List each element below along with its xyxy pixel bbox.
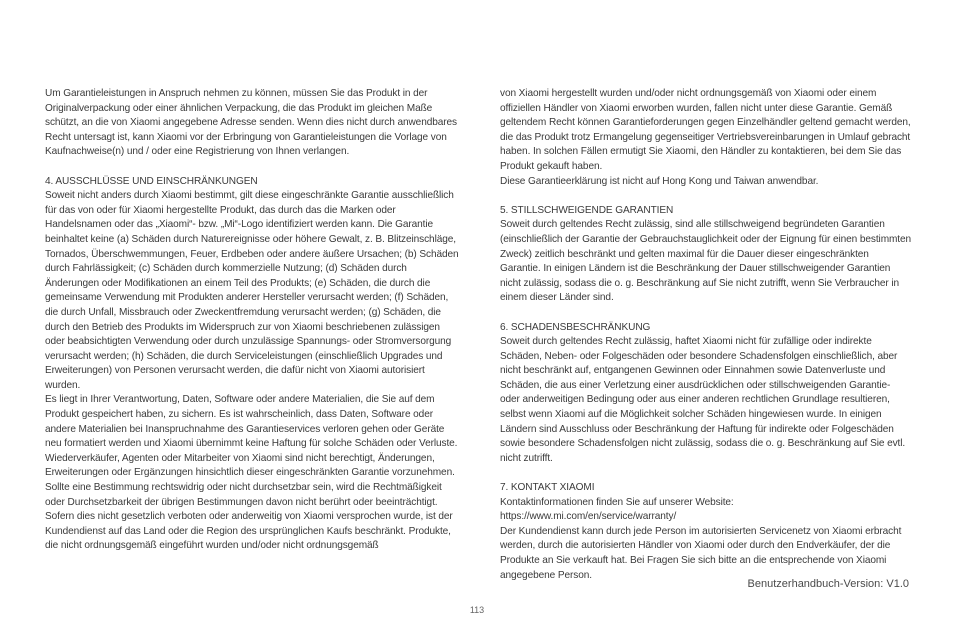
left-text-column <box>45 87 459 554</box>
paragraph: Diese Garantieerklärung ist nicht auf Hong Kong und Taiwan anwendbar. <box>500 175 819 187</box>
paragraph: Wiederverkäufer, Agenten oder Mitarbeiter von Xiaomi sind nicht berechtigt, Änderungen, Erweiterungen oder Ergänzungen hinsichtlich dieser eingeschränkten Garantie vorzunehmen. Sollte eine Bestimmung rechtswidrig oder nicht durchsetzbar sein, wird die Rechtmäßigkeit oder Durchsetzbarkeit der übrigen Bestimmungen davon nicht berührt oder beeinträchtigt. <box>45 452 455 508</box>
paragraph: https://www.mi.com/en/service/warranty/ <box>500 511 677 523</box>
page-number: 113 <box>469 605 485 615</box>
paragraph-gap <box>500 189 912 204</box>
paragraph: Sofern dies nicht gesetzlich verboten oder anderweitig von Xiaomi versprochen wurde, ist der Kundendienst auf das Land oder die Region des ursprünglichen Kaufs beschränkt. Produkte, die nicht ordnungsgemäß eingeführt wurden und/oder nicht ordnungsgemäß <box>45 511 453 552</box>
paragraph: Um Garantieleistungen in Anspruch nehmen zu können, müssen Sie das Produkt in der Originalverpackung oder einer ähnlichen Verpackung, die das Produkt im gleichen Maße schützt, an die von Xiaomi angegebene Adresse senden. Wenn dies nicht durch anwendbares Recht untersagt ist, kann Xiaomi vor der Erbringung von Garantieleistungen die Vorlage von Kaufnachweise(n) und / oder eine Registrierung von Ihnen verlangen. <box>45 88 457 158</box>
paragraph-gap <box>45 160 459 175</box>
paragraph: Es liegt in Ihrer Verantwortung, Daten, Software oder andere Materialien, die Sie auf dem Produkt gespeichert haben, zu sichern. Es ist wahrscheinlich, dass Daten, Software oder andere Materialien bei Inanspruchnahme des Garantieservices verloren gehen oder Geräte neu formatiert werden und Xiaomi übernimmt keine Haftung für solche Schäden oder Verluste. <box>45 394 458 450</box>
paragraph: Soweit nicht anders durch Xiaomi bestimmt, gilt diese eingeschränkte Garantie ausschließlich für das von oder für Xiaomi hergestellte Produkt, das durch das die Marken oder Handelsnamen oder das „Xiaomi“- bzw. „Mi“-Logo identifiziert werden kann. Die Garantie beinhaltet keine (a) Schäden durch Naturereignisse oder höhere Gewalt, z. B. Blitzeinschläge, Tornados, Überschwemmungen, Feuer, Erdbeben oder andere äußere Ursachen; (b) Schäden durch Fahrlässigkeit; (c) Schäden durch kommerzielle Nutzung; (d) Schäden durch Änderungen oder Modifikationen an einem Teil des Produkts; (e) Schäden, die durch die gemeinsame Verwendung mit Produkten anderer Hersteller verursacht werden; (f) Schäden, die durch Unfall, Missbrauch oder Zweckentfremdung verursacht werden; (g) Schäden, die durch den Betrieb des Produkts im Widerspruch zur von Xiaomi beschriebenen zulässigen oder beabsichtigten Verwendung oder durch unzulässige Spannungs- oder Stromversorgung verursacht werden; (h) Schäden, die durch Serviceleistungen (einschließlich Upgrades und Erweiterungen) von Personen verursacht werden, die dafür nicht von Xiaomi autorisiert wurden. <box>45 190 459 391</box>
manual-version: Benutzerhandbuch-Version: V1.0 <box>747 578 909 590</box>
paragraph: 6. SCHADENSBESCHRÄNKUNG <box>500 321 651 333</box>
paragraph: Kontaktinformationen finden Sie auf unserer Website: <box>500 496 734 508</box>
paragraph: Der Kundendienst kann durch jede Person im autorisierten Servicenetz von Xiaomi erbracht werden, durch die autorisierten Händler von Xiaomi oder durch den Endverkäufer, der die Produkte an Sie verkauft hat. Bei Fragen Sie sich bitte an die entsprechende von Xiaomi angegebene Person. <box>500 525 902 581</box>
paragraph: von Xiaomi hergestellt wurden und/oder nicht ordnungsgemäß von Xiaomi oder einem offiziellen Händler von Xiaomi erworben wurden, fallen nicht unter diese Garantie. Gemäß geltendem Recht können Garantieforderungen gegen Einzelhändler geltend gemacht werden, die das Produkt trotz Ermangelung gegenseitiger Vertriebsvereinbarungen in Umlauf gebracht haben. In solchen Fällen ermutigt Sie Xiaomi, den Händler zu kontaktieren, bei dem Sie das Produkt gekauft haben. <box>500 88 911 172</box>
paragraph: Soweit durch geltendes Recht zulässig, haftet Xiaomi nicht für zufällige oder indirekte Schäden, Neben- oder Folgeschäden oder besondere Schadensfolgen einschließlich, aber nicht beschränkt auf, entgangenen Gewinnen oder Einnahmen sowie Datenverluste und Schäden, die aus einer Verletzung einer ausdrücklichen oder stillschweigenden Garantie- oder anderweitigen Bedingung oder aus einer anderen rechtlichen Grundlage resultieren, selbst wenn Xiaomi auf die Möglichkeit solcher Schäden hingewiesen wurde. In einigen Ländern sind Ausschluss oder Beschränkung der Haftung für indirekte oder Folgeschäden sowie besondere Schadensfolgen nicht zulässig, sodass die o. g. Beschränkung auf Sie evtl. nicht zutrifft. <box>500 336 906 464</box>
paragraph: 5. STILLSCHWEIGENDE GARANTIEN <box>500 204 674 216</box>
paragraph-gap <box>500 306 912 321</box>
right-text-column <box>500 87 912 583</box>
paragraph: Soweit durch geltendes Recht zulässig, sind alle stillschweigend begründeten Garantien (einschließlich der Garantie der Gebrauchstauglichkeit oder der Eignung für einen bestimmten Zweck) zeitlich beschränkt und gelten maximal für die Dauer dieser eingeschränkten Garantie. In einigen Ländern ist die Beschränkung der Dauer stillschweigender Garantien nicht zulässig, sodass die o. g. Beschränkung auf Sie nicht zutrifft, wenn Sie Verbraucher in einem dieser Länder sind. <box>500 219 912 304</box>
paragraph: 4. AUSSCHLÜSSE UND EINSCHRÄNKUNGEN <box>45 175 258 187</box>
paragraph: 7. KONTAKT XIAOMI <box>500 482 595 494</box>
paragraph-gap <box>500 466 912 481</box>
